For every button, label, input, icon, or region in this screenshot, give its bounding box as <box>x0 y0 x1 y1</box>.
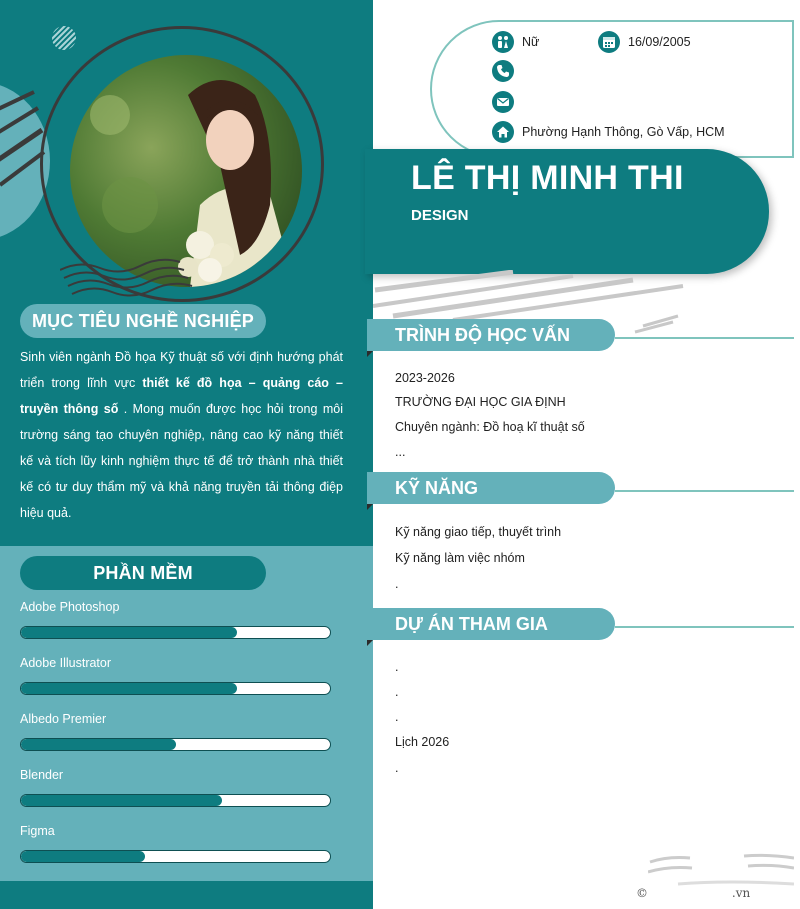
gender-value: Nữ <box>522 35 540 49</box>
decorative-striped-dot <box>52 26 76 50</box>
decorative-wave-lines <box>60 240 230 300</box>
project-line: . <box>395 710 399 724</box>
phone-icon <box>492 60 514 82</box>
section-notch <box>367 504 373 510</box>
education-line: ... <box>395 445 406 459</box>
objective-heading: MỤC TIÊU NGHỀ NGHIỆP <box>20 304 266 338</box>
software-name: Adobe Photoshop <box>20 600 120 614</box>
objective-text-bold: thiết kế đồ họa – quảng cáo – truyền thông số <box>20 376 343 416</box>
education-line: TRƯỜNG ĐẠI HỌC GIA ĐỊNH <box>395 395 566 409</box>
software-name: Albedo Premier <box>20 712 107 726</box>
education-line: Chuyên ngành: Đồ hoạ kĩ thuật số <box>395 420 585 434</box>
skill-line: . <box>395 577 399 591</box>
project-line: . <box>395 660 399 674</box>
education-line: 2023-2026 <box>395 371 455 385</box>
software-level-fill <box>21 851 145 862</box>
objective-text-part-1: Sinh viên ngành Đồ họa Kỹ thuật số với định hướng phát triển trong lĩnh vực <box>20 350 343 390</box>
software-level-bar <box>20 850 331 863</box>
software-item <box>20 768 331 807</box>
job-role: DESIGN <box>411 207 469 224</box>
full-name: LÊ THỊ MINH THI <box>411 159 684 197</box>
left-column-footer-band <box>0 881 373 909</box>
copyright-footer: © .vn <box>636 886 751 900</box>
skill-line: Kỹ năng giao tiếp, thuyết trình <box>395 525 562 539</box>
home-icon <box>492 121 514 143</box>
software-item <box>20 824 331 863</box>
section-notch <box>367 351 373 357</box>
project-line: Lịch 2026 <box>395 735 450 749</box>
software-level-fill <box>21 795 222 806</box>
software-item <box>20 656 331 695</box>
birthdate-value: 16/09/2005 <box>628 35 691 49</box>
decorative-brush-strokes <box>0 90 46 200</box>
software-level-bar <box>20 682 331 695</box>
objective-text <box>20 344 343 526</box>
software-level-fill <box>21 683 237 694</box>
software-level-bar <box>20 738 331 751</box>
calendar-icon <box>598 31 620 53</box>
skills-heading: KỸ NĂNG <box>367 472 615 504</box>
name-banner <box>365 149 769 274</box>
software-heading: PHẦN MỀM <box>20 556 266 590</box>
software-name: Adobe Illustrator <box>20 656 112 670</box>
email-icon <box>492 91 514 113</box>
software-name: Blender <box>20 768 64 782</box>
projects-divider <box>615 626 794 628</box>
gender-icon <box>492 31 514 53</box>
software-level-bar <box>20 794 331 807</box>
software-name: Figma <box>20 824 55 838</box>
project-line: . <box>395 685 399 699</box>
address-value: Phường Hạnh Thông, Gò Vấp, HCM <box>522 125 725 139</box>
software-level-fill <box>21 739 176 750</box>
software-level-fill <box>21 627 237 638</box>
software-item <box>20 712 331 751</box>
projects-heading: DỰ ÁN THAM GIA <box>367 608 615 640</box>
software-level-bar <box>20 626 331 639</box>
education-heading: TRÌNH ĐỘ HỌC VẤN <box>367 319 615 351</box>
education-divider <box>615 337 794 339</box>
project-line: . <box>395 761 399 775</box>
skill-line: Kỹ năng làm việc nhóm <box>395 551 525 565</box>
skills-divider <box>615 490 794 492</box>
objective-text-part-2: . Mong muốn được học hỏi trong môi trường sáng tạo chuyên nghiệp, nâng cao kỹ năng thiết kế và tích lũy kinh nghiệm thực tế để trở thành nhà thiết kế có tư duy thẩm mỹ và khả năng truyền tải thông điệp hiệu quả. <box>20 402 343 520</box>
section-notch <box>367 640 373 646</box>
software-item <box>20 600 331 639</box>
